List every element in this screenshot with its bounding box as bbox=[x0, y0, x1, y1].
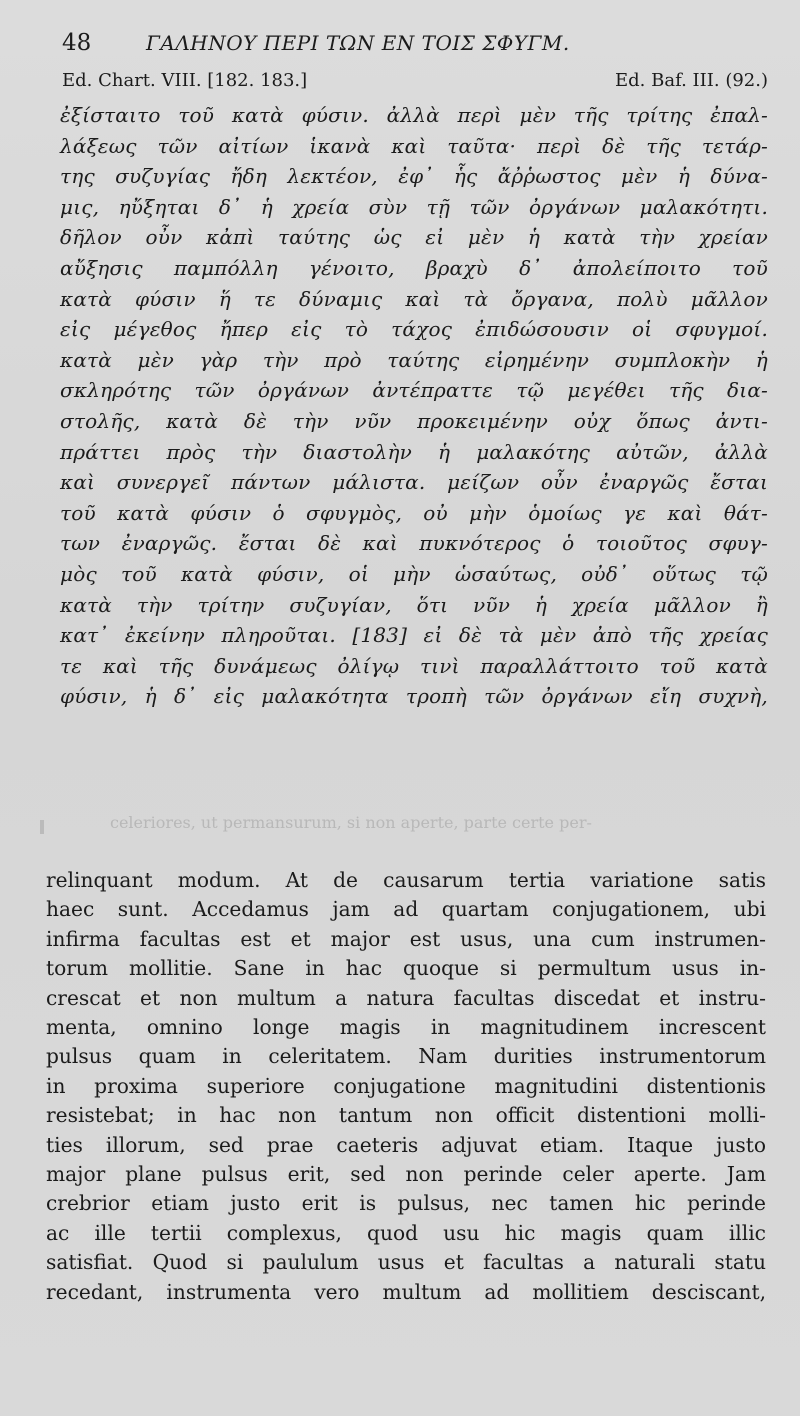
latin-line: pulsus quam in celeritatem. Nam durities instrumentorum bbox=[46, 1044, 766, 1069]
page-number: 48 bbox=[62, 30, 92, 56]
latin-line: recedant, instrumenta vero multum ad mollitiem desciscant, bbox=[46, 1279, 766, 1304]
greek-line: δῆλον οὖν κἀπὶ ταύτης ὡς εἰ μὲν ἡ κατὰ τὴν χρείαν bbox=[60, 225, 768, 250]
latin-line: crescat et non multum a natura facultas discedat et instru- bbox=[46, 985, 766, 1010]
greek-line: πράττει πρὸς τὴν διαστολὴν ἡ μαλακότης αὐτῶν, ἀλλὰ bbox=[60, 439, 768, 464]
greek-line: της συζυγίας ἤδη λεκτέον, ἐφ᾽ ἧς ἄῤῥωστος μὲν ἡ δύνα- bbox=[60, 164, 768, 189]
greek-line: κατὰ μὲν γὰρ τὴν πρὸ ταύτης εἰρημένην συμπλοκὴν ἡ bbox=[60, 347, 768, 372]
greek-line: κατὰ φύσιν ἥ τε δύναμις καὶ τὰ ὄργανα, πολὺ μᾶλλον bbox=[60, 286, 768, 311]
latin-line: resistebat; in hac non tantum non officit distentioni molli- bbox=[46, 1103, 766, 1128]
greek-line: καὶ συνεργεῖ πάντων μάλιστα. μείζων οὖν ἐναργῶς ἔσται bbox=[60, 470, 768, 495]
latin-line: in proxima superiore conjugatione magnitudini distentionis bbox=[46, 1073, 766, 1098]
latin-line: ac ille tertii complexus, quod usu hic magis quam illic bbox=[46, 1220, 766, 1245]
greek-line: εἰς μέγεθος ἤπερ εἰς τὸ τάχος ἐπιδώσουσιν οἱ σφυγμοί. bbox=[60, 317, 768, 342]
edition-chart-reference: Ed. Chart. VIII. [182. 183.] bbox=[62, 70, 308, 91]
greek-line: των ἐναργῶς. ἔσται δὲ καὶ πυκνότερος ὁ τοιοῦτος σφυγ- bbox=[60, 531, 768, 556]
greek-line: μὸς τοῦ κατὰ φύσιν, οἱ μὴν ὡσαύτως, οὐδ᾽ οὕτως τῷ bbox=[60, 561, 768, 586]
edition-reference-line bbox=[62, 68, 768, 94]
greek-text-block bbox=[60, 100, 768, 712]
latin-line: satisfiat. Quod si paululum usus et facultas a naturali statu bbox=[46, 1250, 766, 1275]
latin-line: torum mollitie. Sane in hac quoque si permultum usus in- bbox=[46, 956, 766, 981]
latin-line: infirma facultas est et major est usus, una cum instrumen- bbox=[46, 926, 766, 951]
greek-line: τοῦ κατὰ φύσιν ὁ σφυγμὸς, οὐ μὴν ὁμοίως γε καὶ θάτ- bbox=[60, 500, 768, 525]
running-title: ΓΑΛΗΝΟΥ ΠΕΡΙ ΤΩΝ ΕΝ ΤΟΙΣ ΣΦΥΓΜ. bbox=[146, 31, 570, 55]
greek-line: λάξεως τῶν αἰτίων ἱκανὰ καὶ ταῦτα· περὶ δὲ τῆς τετάρ- bbox=[60, 133, 768, 158]
latin-line: ties illorum, sed prae caeteris adjuvat etiam. Itaque justo bbox=[46, 1132, 766, 1157]
greek-line: κατὰ τὴν τρίτην συζυγίαν, ὅτι νῦν ἡ χρεία μᾶλλον ἢ bbox=[60, 592, 768, 617]
latin-line: relinquant modum. At de causarum tertia variatione satis bbox=[46, 868, 766, 892]
greek-line: στολῆς, κατὰ δὲ τὴν νῦν προκειμένην οὐχ ὅπως ἀντι- bbox=[60, 408, 768, 433]
greek-line: τε καὶ τῆς δυνάμεως ὀλίγῳ τινὶ παραλλάττοιτο τοῦ κατὰ bbox=[60, 653, 768, 678]
page-header bbox=[62, 28, 762, 58]
greek-line: μις, ηὔξηται δ᾽ ἡ χρεία σὺν τῇ τῶν ὀργάνων μαλακότητι. bbox=[60, 194, 768, 219]
edition-basel-reference: Ed. Baf. III. (92.) bbox=[615, 70, 768, 91]
greek-line: σκληρότης τῶν ὀργάνων ἀντέπραττε τῷ μεγέθει τῆς δια- bbox=[60, 378, 768, 403]
bleed-through-mark bbox=[40, 820, 44, 834]
latin-line: menta, omnino longe magis in magnitudinem increscent bbox=[46, 1015, 766, 1040]
greek-line: ἐξίσταιτο τοῦ κατὰ φύσιν. ἀλλὰ περὶ μὲν τῆς τρίτης ἐπαλ- bbox=[60, 103, 768, 127]
greek-line: φύσιν, ἡ δ᾽ εἰς μαλακότητα τροπὴ τῶν ὀργάνων εἴη συχνὴ, bbox=[60, 684, 768, 709]
latin-line: crebrior etiam justo erit is pulsus, nec tamen hic perinde bbox=[46, 1191, 766, 1216]
latin-text-block bbox=[46, 866, 766, 1307]
latin-line: haec sunt. Accedamus jam ad quartam conjugationem, ubi bbox=[46, 897, 766, 922]
latin-line: major plane pulsus erit, sed non perinde celer aperte. Jam bbox=[46, 1162, 766, 1187]
bleed-through-text: celeriores, ut permansurum, si non aperte, parte certe per- bbox=[110, 813, 592, 832]
greek-line: αὔξησις παμπόλλη γένοιτο, βραχὺ δ᾽ ἀπολείποιτο τοῦ bbox=[60, 255, 768, 280]
greek-line: κατ᾽ ἐκείνην πληροῦται. [183] εἰ δὲ τὰ μὲν ἀπὸ τῆς χρείας bbox=[60, 623, 768, 648]
